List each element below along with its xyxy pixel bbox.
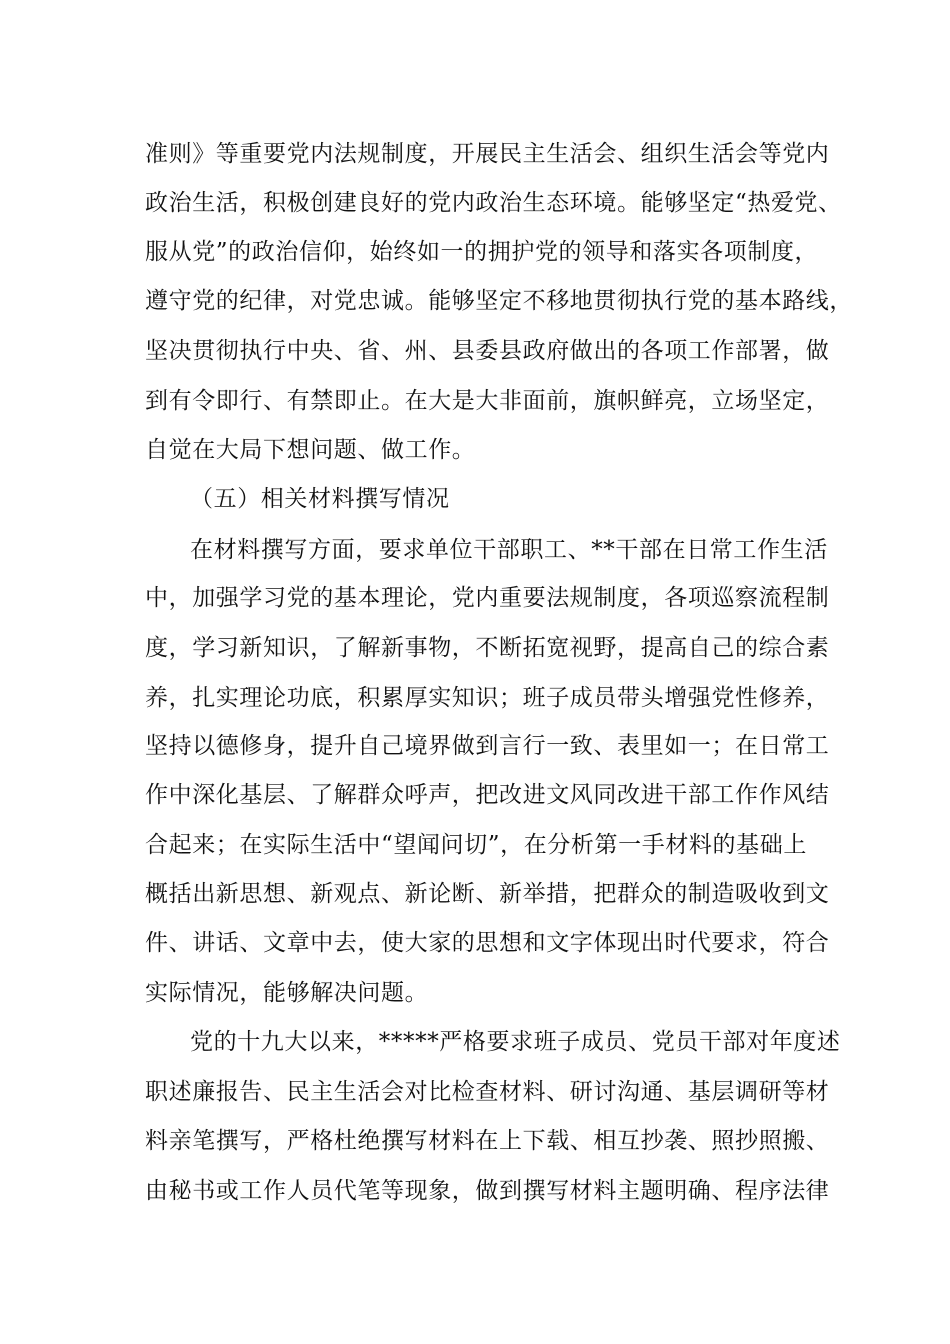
paragraph-line: 自觉在大局下想问题、做工作。 xyxy=(145,437,476,463)
paragraph-line: 合起来；在实际生活中“望闻问切”，在分析第一手材料的基础上 xyxy=(145,832,807,858)
paragraph-line: 作中深化基层、了解群众呼声，把改进文风同改进干部工作作风结 xyxy=(145,782,830,808)
paragraph-line: 度，学习新知识，了解新事物，不断拓宽视野，提高自己的综合素 xyxy=(145,635,830,661)
paragraph-line: 中，加强学习党的基本理论，党内重要法规制度，各项巡察流程制 xyxy=(145,585,830,611)
paragraph-line: 在材料撰写方面，要求单位干部职工、**干部在日常工作生活 xyxy=(190,537,828,563)
paragraph-line: 料亲笔撰写，严格杜绝撰写材料在上下载、相互抄袭、照抄照搬、 xyxy=(145,1128,830,1154)
paragraph-line: 养，扎实理论功底，积累厚实知识；班子成员带头增强党性修养， xyxy=(145,685,830,711)
paragraph-line: 由秘书或工作人员代笔等现象，做到撰写材料主题明确、程序法律 xyxy=(145,1178,830,1204)
paragraph-line: 服从党”的政治信仰，始终如一的拥护党的领导和落实各项制度， xyxy=(145,239,819,265)
paragraph-line: 党的十九大以来，*****严格要求班子成员、党员干部对年度述 xyxy=(190,1029,841,1055)
paragraph-line: 到有令即行、有禁即止。在大是大非面前，旗帜鲜亮，立场坚定， xyxy=(145,388,830,414)
paragraph-line: 件、讲话、文章中去，使大家的思想和文字体现出时代要求，符合 xyxy=(145,930,830,956)
paragraph-line: 职述廉报告、民主生活会对比检查材料、研讨沟通、基层调研等材 xyxy=(145,1079,830,1105)
paragraph-line: 准则》等重要党内法规制度，开展民主生活会、组织生活会等党内 xyxy=(145,141,830,167)
paragraph-line: 概括出新思想、新观点、新论断、新举措，把群众的制造吸收到文 xyxy=(145,881,830,907)
paragraph-line: 政治生活，积极创建良好的党内政治生态环境。能够坚定“热爱党、 xyxy=(145,190,842,216)
paragraph-line: 坚持以德修身，提升自己境界做到言行一致、表里如一；在日常工 xyxy=(145,733,830,759)
paragraph-line: 坚决贯彻执行中央、省、州、县委县政府做出的各项工作部署，做 xyxy=(145,338,830,364)
paragraph-line: 遵守党的纪律，对党忠诚。能够坚定不移地贯彻执行党的基本路线， xyxy=(145,288,853,314)
paragraph-line: 实际情况，能够解决问题。 xyxy=(145,980,429,1006)
section-heading: （五）相关材料撰写情况 xyxy=(190,486,450,512)
